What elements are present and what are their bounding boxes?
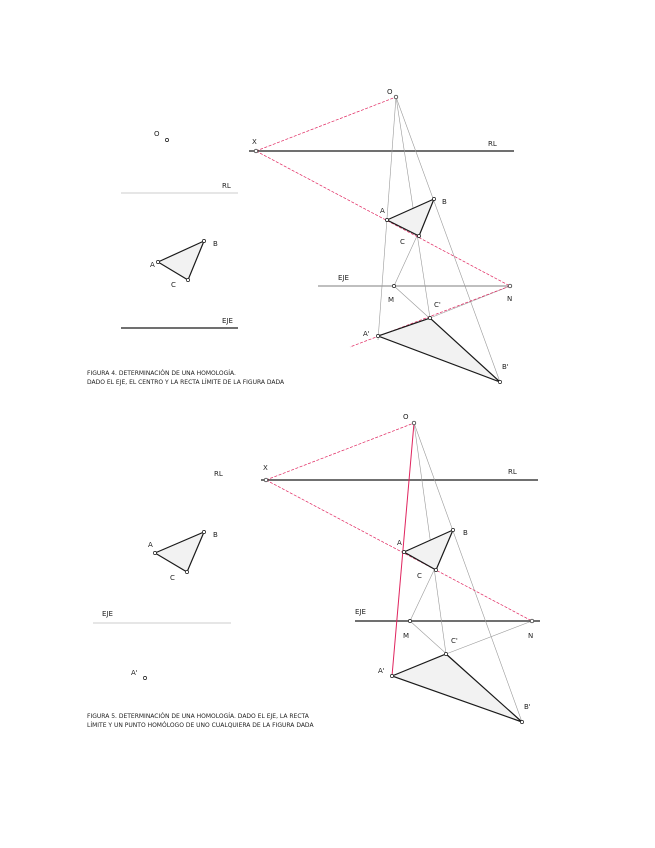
fig5-right-point-Cp: [444, 652, 447, 655]
fig4-right-triangle-ABC: [387, 199, 434, 236]
fig5-right-label-X: X: [263, 464, 268, 472]
fig5-caption-line2: LÍMITE Y UN PUNTO HOMÓLOGO DE UNO CUALQUIERA DE LA FIGURA DADA: [87, 722, 314, 729]
fig4-caption-line1: FIGURA 4. DETERMINACIÓN DE UNA HOMOLOGÍA.: [87, 370, 236, 377]
fig4-right-point-Bp: [498, 380, 501, 383]
fig4-right-label-B: B: [442, 198, 447, 206]
fig5-right-label-A: A: [397, 539, 402, 547]
fig5-right-label-Ap: A': [378, 667, 385, 675]
fig4-right-point-B: [432, 197, 435, 200]
fig5-left-label-Ap: A': [131, 669, 138, 677]
fig4-left-label-EJE: EJE: [222, 317, 233, 325]
fig4-left-label-C: C: [171, 281, 176, 289]
fig4-left-point-C: [186, 278, 189, 281]
fig5-right-point-N: [530, 619, 534, 623]
fig5-left-point-C: [185, 570, 188, 573]
fig5-right-point-B: [451, 528, 454, 531]
fig4-right-label-N: N: [507, 295, 513, 303]
fig5-left-point-Ap: [143, 676, 146, 679]
figure4-construction: [249, 88, 514, 384]
fig4-left-label-O: O: [154, 130, 160, 138]
fig4-right-label-EJE: EJE: [338, 274, 349, 282]
fig5-right-label-Cp: C': [451, 637, 458, 645]
fig4-left-point-B: [202, 239, 205, 242]
fig5-line-NCp: [446, 621, 532, 654]
fig5-caption-line1: FIGURA 5. DETERMINACIÓN DE UNA HOMOLOGÍA. DADO EL EJE, LA RECTA: [87, 713, 309, 720]
fig4-right-label-A: A: [380, 207, 385, 215]
fig5-right-point-Bp: [520, 720, 523, 723]
fig5-red-XO: [266, 423, 414, 480]
fig4-red-XO: [256, 97, 396, 151]
fig4-right-point-M: [392, 284, 395, 287]
fig4-left-point-A: [156, 260, 159, 263]
fig4-right-label-M: M: [388, 296, 395, 304]
fig4-right-label-Ap: A': [363, 330, 370, 338]
fig5-right-triangle-ABC: [404, 530, 453, 570]
fig4-right-point-N: [508, 284, 512, 288]
fig4-right-label-C: C: [400, 238, 405, 246]
fig4-red-XN: [256, 151, 510, 286]
fig5-left-triangle-ABC: [155, 532, 204, 572]
fig4-right-triangle-ApBpCp: [378, 318, 500, 382]
fig4-right-label-X: X: [252, 138, 257, 146]
fig4-right-point-C: [417, 234, 420, 237]
fig4-left-label-RL: RL: [222, 182, 231, 190]
fig5-right-label-EJE: EJE: [355, 608, 366, 616]
fig4-right-point-Ap: [376, 334, 379, 337]
fig4-line-NCp: [430, 286, 513, 318]
fig4-right-label-Cp: C': [434, 301, 441, 309]
fig4-right-point-O: [394, 95, 398, 99]
fig4-right-point-Cp: [428, 316, 431, 319]
fig4-right-point-X: [254, 149, 258, 153]
fig5-right-point-Ap: [390, 674, 393, 677]
fig5-right-label-Bp: B': [524, 703, 531, 711]
fig4-caption-line2: DADO EL EJE, EL CENTRO Y LA RECTA LÍMITE DE LA FIGURA DADA: [87, 379, 285, 386]
fig4-right-label-O: O: [387, 88, 393, 96]
fig5-right-label-O: O: [403, 413, 409, 421]
fig5-right-label-C: C: [417, 572, 422, 580]
figure4-given: [121, 130, 238, 328]
fig4-left-label-B: B: [213, 240, 218, 248]
fig5-left-label-C: C: [170, 574, 175, 582]
fig5-right-triangle-ApBpCp: [392, 654, 522, 722]
fig5-right-label-N: N: [528, 632, 534, 640]
fig4-right-label-RL: RL: [488, 140, 497, 148]
fig5-left-label-RL: RL: [214, 470, 223, 478]
fig5-right-point-O: [412, 421, 416, 425]
figure5-given: [93, 470, 231, 680]
fig4-right-label-Bp: B': [502, 363, 509, 371]
fig5-right-point-X: [264, 478, 268, 482]
fig4-left-triangle-ABC: [158, 241, 204, 280]
fig4-left-point-O: [165, 138, 168, 141]
fig5-right-point-A: [402, 550, 405, 553]
fig5-left-point-B: [202, 530, 205, 533]
fig5-left-label-EJE: EJE: [102, 610, 113, 618]
fig5-left-label-B: B: [213, 531, 218, 539]
fig5-left-label-A: A: [148, 541, 153, 549]
fig5-right-label-RL: RL: [508, 468, 517, 476]
fig5-right-point-C: [434, 568, 437, 571]
figure5-construction: [261, 413, 540, 724]
fig5-right-point-M: [408, 619, 411, 622]
fig5-right-label-B: B: [463, 529, 468, 537]
fig4-left-label-A: A: [150, 261, 155, 269]
fig4-right-point-A: [385, 218, 388, 221]
fig5-right-label-M: M: [403, 632, 410, 640]
fig5-left-point-A: [153, 551, 156, 554]
